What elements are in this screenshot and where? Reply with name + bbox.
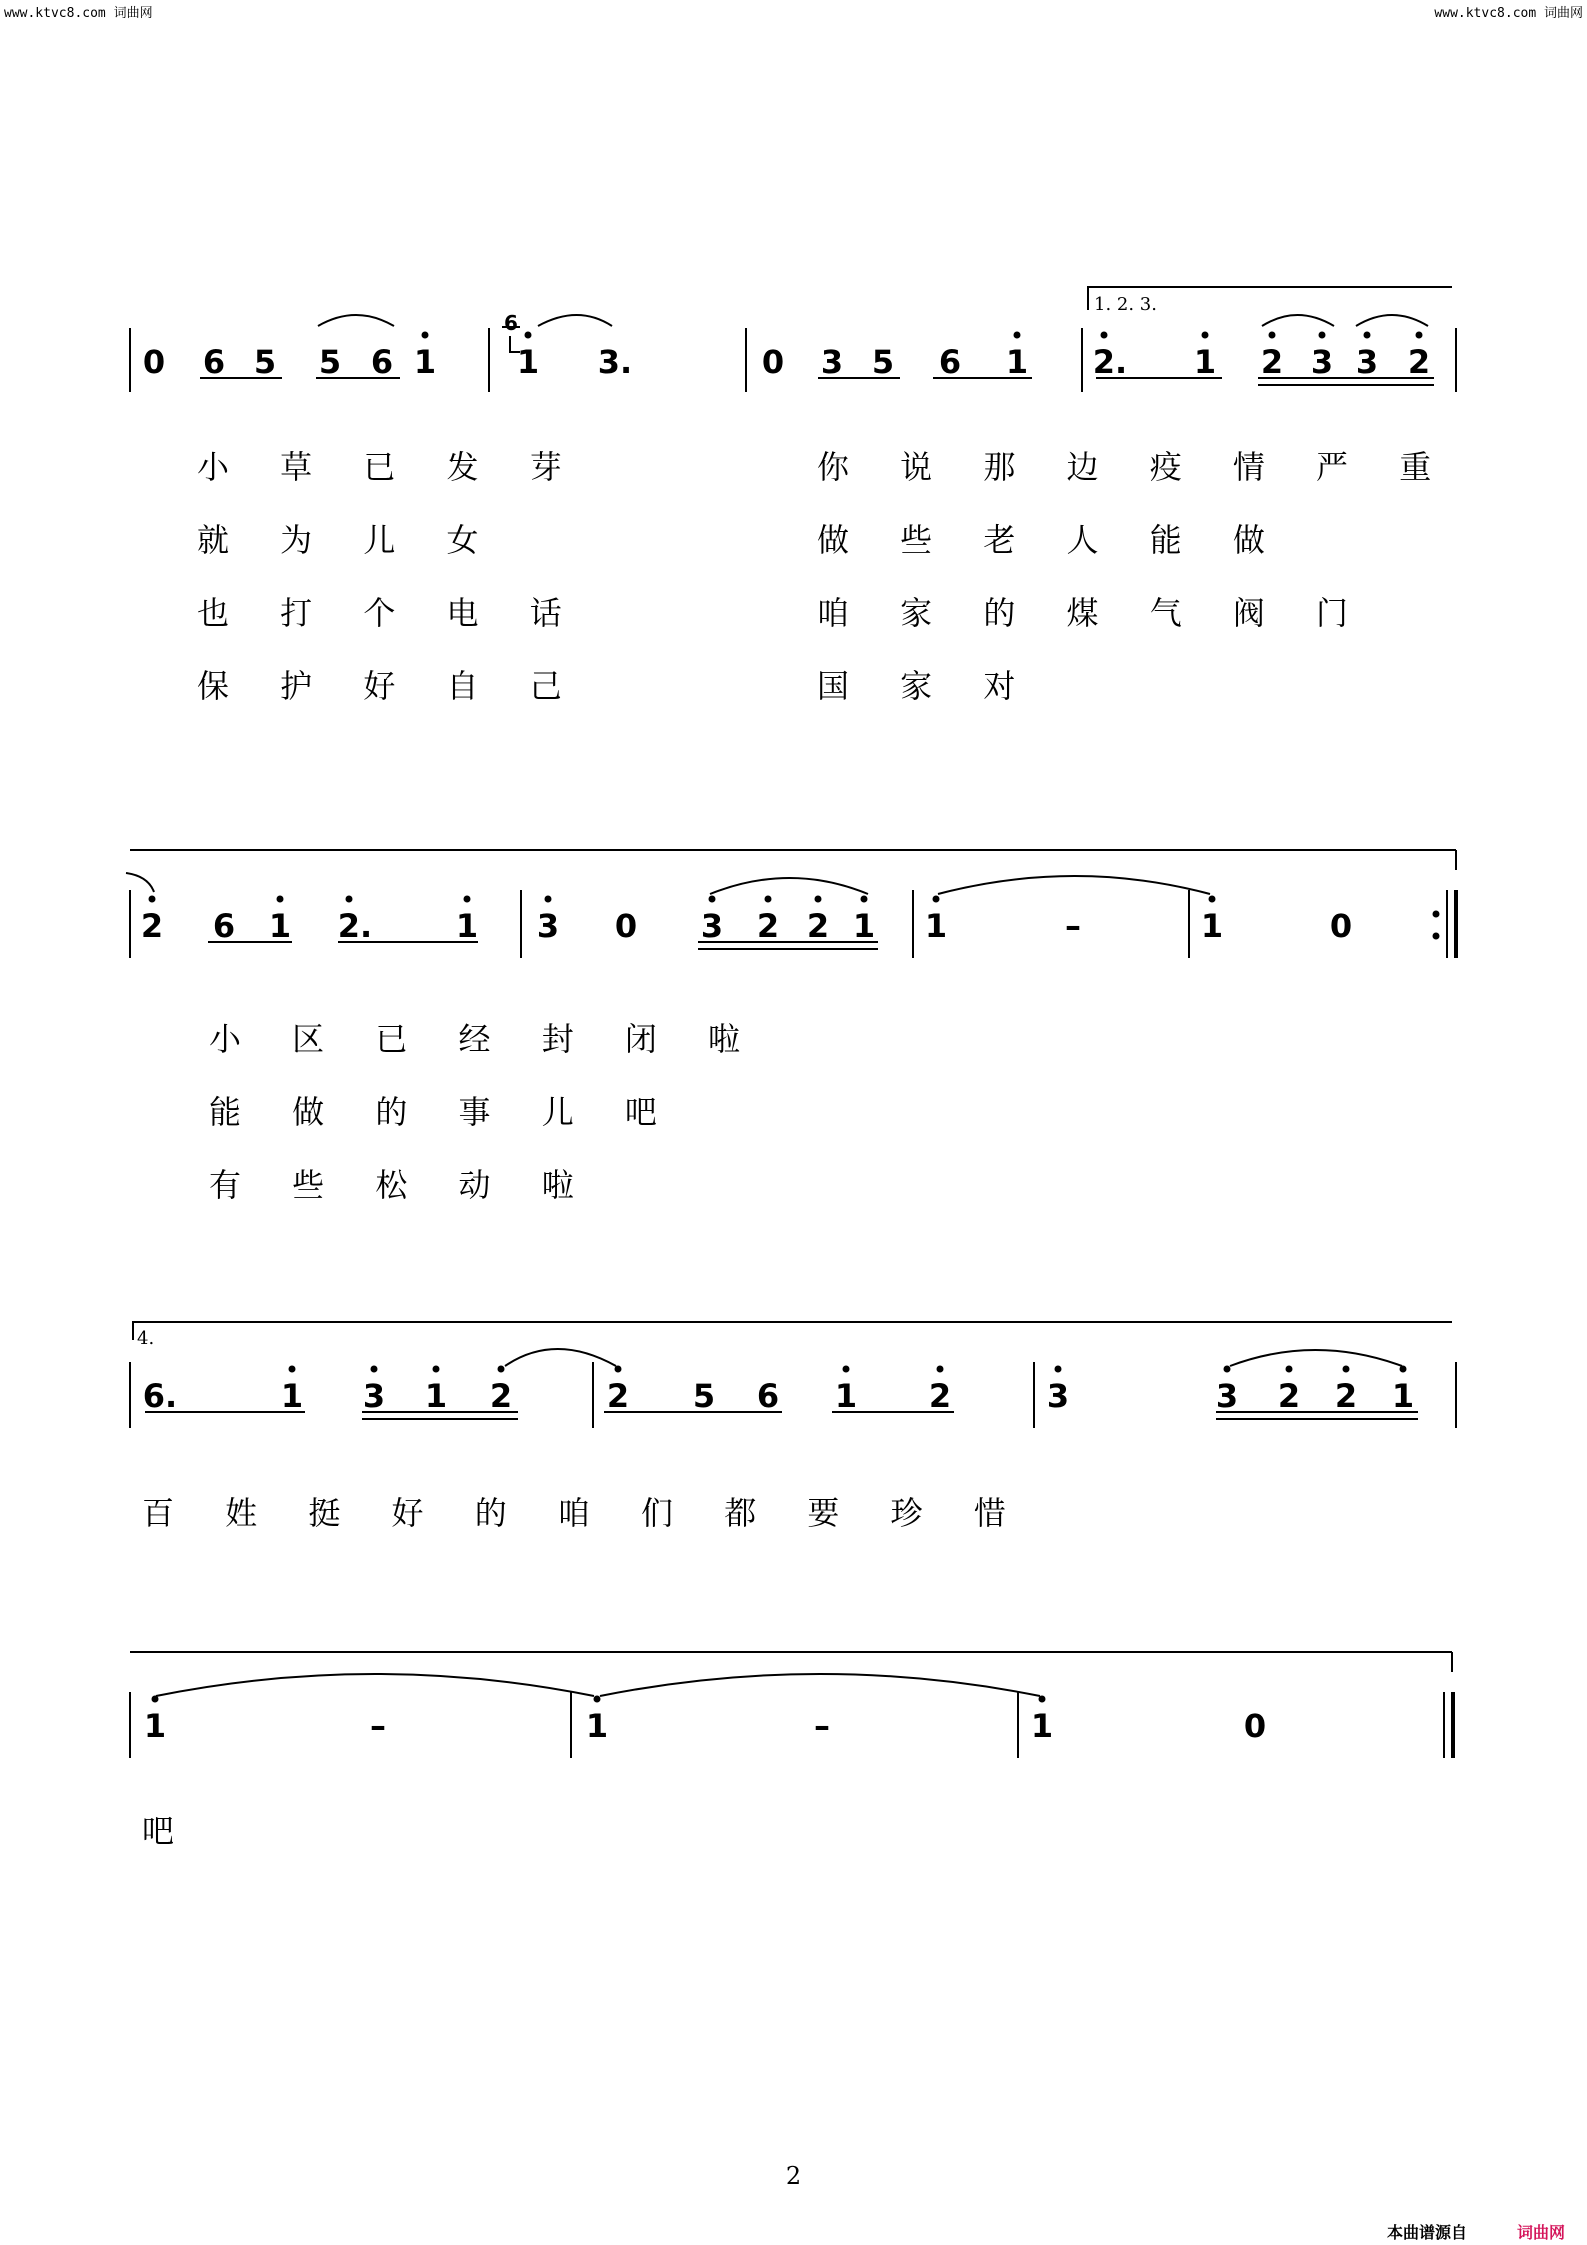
high-octave-dot [1014, 332, 1021, 339]
note: 0 [614, 907, 638, 945]
note: 6 [370, 343, 394, 381]
volta-label-first: 1. 2. 3. [1094, 294, 1157, 315]
note: 6. [142, 1377, 178, 1415]
note: 1 [413, 343, 437, 381]
note: 6 [202, 343, 226, 381]
high-octave-dot [1286, 1366, 1293, 1373]
lyric-line: 就 为 儿 女 [197, 521, 479, 559]
high-octave-dot [709, 896, 716, 903]
high-octave-dot [371, 1366, 378, 1373]
note: 3 [1215, 1377, 1239, 1415]
note: – [370, 1707, 386, 1745]
note: 3 [536, 907, 560, 945]
system-2 [126, 850, 1456, 958]
high-octave-dot [152, 1696, 159, 1703]
note: 1 [1005, 343, 1029, 381]
note: 0 [1329, 907, 1353, 945]
high-octave-dot [498, 1366, 505, 1373]
header-left: www.ktvc8.com 词曲网 [4, 6, 153, 21]
note: 2 [1277, 1377, 1301, 1415]
lyric-line: 咱 家 的 煤 气 阀 门 [817, 594, 1349, 632]
note: 3 [820, 343, 844, 381]
high-octave-dot [1343, 1366, 1350, 1373]
header-right: www.ktvc8.com 词曲网 [1434, 6, 1583, 21]
high-octave-dot [1209, 896, 1216, 903]
high-octave-dot [1416, 332, 1423, 339]
high-octave-dot [615, 1366, 622, 1373]
lyric-line: 你 说 那 边 疫 情 严 重 [817, 448, 1432, 486]
high-octave-dot [1202, 332, 1209, 339]
lyric-line: 吧 [142, 1812, 175, 1850]
lyric-line: 能 做 的 事 儿 吧 [209, 1093, 657, 1131]
high-octave-dot [289, 1366, 296, 1373]
high-octave-dot [346, 896, 353, 903]
lyric-line: 有 些 松 动 啦 [209, 1166, 574, 1204]
high-octave-dot [1400, 1366, 1407, 1373]
lyric-line: 做 些 老 人 能 做 [817, 521, 1265, 559]
high-octave-dot [277, 896, 284, 903]
note: 2 [1334, 1377, 1358, 1415]
lyric-line: 保 护 好 自 己 [197, 667, 562, 705]
note: 2 [489, 1377, 513, 1415]
high-octave-dot [937, 1366, 944, 1373]
lyric-line: 小 草 已 发 芽 [197, 448, 562, 486]
system-3 [130, 1322, 1456, 1428]
note: 2. [1092, 343, 1128, 381]
lyric-line: 百 姓 挺 好 的 咱 们 都 要 珍 惜 [142, 1494, 1006, 1532]
high-octave-dot [1055, 1366, 1062, 1373]
note: 5 [692, 1377, 716, 1415]
high-octave-dot [933, 896, 940, 903]
note: 1 [1030, 1707, 1054, 1745]
note: 2 [606, 1377, 630, 1415]
high-octave-dot [545, 896, 552, 903]
lyrics-layer [142, 448, 1431, 1850]
high-octave-dot [1101, 332, 1108, 339]
note: 2 [1260, 343, 1284, 381]
note: 1 [516, 343, 540, 381]
note: 2. [337, 907, 373, 945]
note: 1 [924, 907, 948, 945]
note: 3 [1046, 1377, 1070, 1415]
lyric-line: 小 区 已 经 封 闭 啦 [209, 1020, 741, 1058]
page-number: 2 [785, 2162, 802, 2190]
high-octave-dot [765, 896, 772, 903]
note: 2 [806, 907, 830, 945]
note: 3 [1355, 343, 1379, 381]
note: 6 [756, 1377, 780, 1415]
high-octave-dot [1319, 332, 1326, 339]
note: 2 [140, 907, 164, 945]
high-octave-dot [1269, 332, 1276, 339]
note: 5 [318, 343, 342, 381]
high-octave-dot [464, 896, 471, 903]
note: – [1065, 907, 1081, 945]
note: 1 [455, 907, 479, 945]
note: 6 [938, 343, 962, 381]
note: 3 [1310, 343, 1334, 381]
footer-brand-logo: 词曲网 [1516, 2223, 1565, 2242]
note: 0 [142, 343, 166, 381]
note: 1 [1200, 907, 1224, 945]
note: 3. [597, 343, 633, 381]
high-octave-dot [525, 332, 532, 339]
high-octave-dot [815, 896, 822, 903]
high-octave-dot [433, 1366, 440, 1373]
note: 1 [268, 907, 292, 945]
note: 1 [143, 1707, 167, 1745]
note: 1 [424, 1377, 448, 1415]
note: 1 [834, 1377, 858, 1415]
note: 2 [756, 907, 780, 945]
note: – [814, 1707, 830, 1745]
volta-label-second: 4. [137, 1328, 155, 1349]
high-octave-dot [422, 332, 429, 339]
high-octave-dot [1039, 1696, 1046, 1703]
note: 5 [871, 343, 895, 381]
footer-source-label: 本曲谱源自 [1386, 2223, 1467, 2242]
high-octave-dot [1224, 1366, 1231, 1373]
note: 3 [362, 1377, 386, 1415]
note: 5 [253, 343, 277, 381]
note: 1 [852, 907, 876, 945]
note: 2 [928, 1377, 952, 1415]
grace-note: 6 [504, 311, 518, 335]
high-octave-dot [149, 896, 156, 903]
note: 2 [1407, 343, 1431, 381]
note: 1 [585, 1707, 609, 1745]
high-octave-dot [861, 896, 868, 903]
note: 3 [700, 907, 724, 945]
high-octave-dot [594, 1696, 601, 1703]
note: 1 [1391, 1377, 1415, 1415]
note: 1 [1193, 343, 1217, 381]
note: 1 [280, 1377, 304, 1415]
lyric-line: 也 打 个 电 话 [197, 594, 562, 632]
note: 6 [212, 907, 236, 945]
note: 0 [761, 343, 785, 381]
high-octave-dot [843, 1366, 850, 1373]
note: 0 [1243, 1707, 1267, 1745]
high-octave-dot [1364, 332, 1371, 339]
lyric-line: 国 家 对 [817, 667, 1016, 705]
